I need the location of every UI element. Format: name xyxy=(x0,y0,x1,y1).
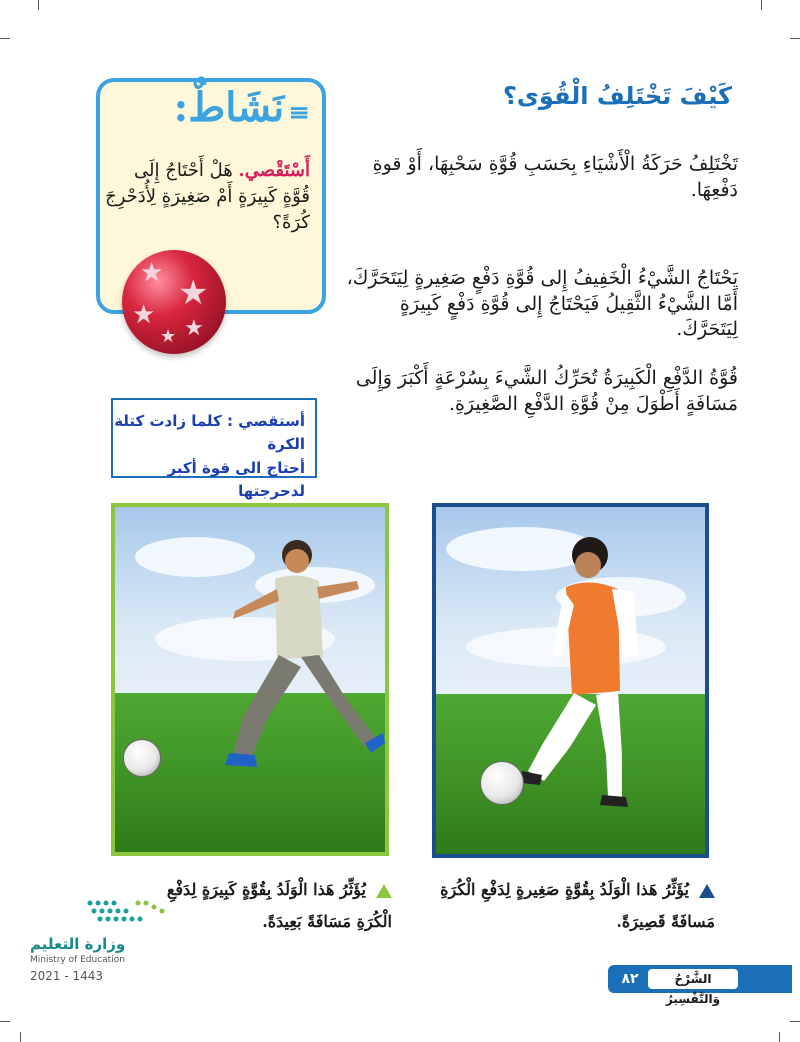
star-icon: ★ xyxy=(132,300,156,330)
star-icon: ★ xyxy=(160,326,177,347)
lesson-paragraph-1: تَخْتَلِفُ حَرَكَةُ الْأَشْيَاءِ بِحَسَبِ قُوَّةِ سَحْبِهَا، أَوْ قوةِ دَفْعِهَا. xyxy=(372,153,738,201)
triangle-icon xyxy=(699,884,715,898)
answer-line-1: أستقصي : كلما زادت كتلة الكرة xyxy=(114,412,305,454)
activity-text xyxy=(105,158,310,236)
soccer-ball xyxy=(123,739,161,777)
caption-right xyxy=(430,874,715,938)
photo-big-force-kick xyxy=(111,503,389,856)
page-number: ٨٢ xyxy=(621,971,639,987)
boy-kicking-figure xyxy=(215,537,385,777)
triangle-icon xyxy=(376,884,392,898)
activity-title-text: نَشَاطٌ: xyxy=(173,84,285,131)
caption-right-text: يُؤَثِّرُ هَذا الْوَلَدُ بِقُوَّةٍ صَغِيرةٍ لِدَفْعِ الْكُرَةِ مَسافَةً قَصِيرَةً. xyxy=(440,880,715,931)
crop-mark xyxy=(20,1032,21,1042)
soccer-ball xyxy=(480,761,524,805)
caption-left-text: يُؤَثِّرُ هَذا الْوَلَدُ بِقُوَّةٍ كَبِيرَةٍ لِدَفْعِ الْكُرَةِ مَسَافَةً بَعِيدَةً. xyxy=(166,880,392,931)
lesson-heading: كَيْفَ تَخْتَلِفُ الْقُوَى؟ xyxy=(502,82,732,110)
ministry-subtitle: Ministry of Education xyxy=(30,955,125,965)
star-icon: ★ xyxy=(140,258,164,288)
ministry-logo xyxy=(30,893,180,988)
crop-mark xyxy=(38,0,39,10)
answer-box xyxy=(111,398,317,500)
crop-mark xyxy=(0,38,10,39)
crop-mark xyxy=(761,0,762,10)
photo-small-force-kick xyxy=(432,503,709,858)
speed-lines-icon: ≡ xyxy=(288,98,310,128)
star-icon: ★ xyxy=(178,273,209,313)
star-icon: ★ xyxy=(184,316,204,341)
lesson-paragraph-3: قُوَّةُ الدَّفْعِ الْكَبِيرَةُ تُحَرِّكُ الشَّيءَ بِسُرْعَةٍ أَكْبَرَ وَإِلَى مَسَافَةٍ أَطْوَلَ مِنْ قُوَّةِ الدَّفْعِ الصَّغِيرَةِ. xyxy=(355,367,738,415)
activity-label: أَسْتَقْصي. xyxy=(238,160,310,181)
edition-year: 2021 - 1443 xyxy=(30,969,104,983)
crop-mark xyxy=(0,1021,10,1022)
crop-mark xyxy=(779,1032,780,1042)
boy-tapping-figure xyxy=(522,535,652,815)
activity-title xyxy=(110,84,310,131)
red-ball-image xyxy=(122,250,226,354)
lesson-paragraph-2: يَحْتَاجُ الشَّيْءُ الْخَفِيفُ إِلى قُوَّةِ دَفْعٍ صَغِيرةٍ لِيَتَحَرَّكَ، أَمَّا الشَّيْءُ الثَّقِيلُ فَيَحْتَاجُ إِلى قُوَّةِ دَفْعٍ كَبِيرَةٍ لِيَتَحَرَّكَ. xyxy=(346,267,738,341)
dots-logo-icon xyxy=(80,893,180,933)
crop-mark xyxy=(790,1021,800,1022)
answer-line-2: أحتاج الى قوة أكبر لدحرجتها xyxy=(167,458,305,500)
ministry-name: وزارة التعليم xyxy=(30,935,126,953)
footer-section-label: الشَّرْحُ وَالتَّفْسِيرُ xyxy=(648,969,738,989)
crop-mark xyxy=(790,38,800,39)
activity-question: هَلْ أَحْتَاجُ إِلَى قُوَّةٍ كَبِيرَةٍ أَمْ صَغِيرَةٍ لِأُدَحْرِجَ كُرَةً؟ xyxy=(105,160,310,234)
